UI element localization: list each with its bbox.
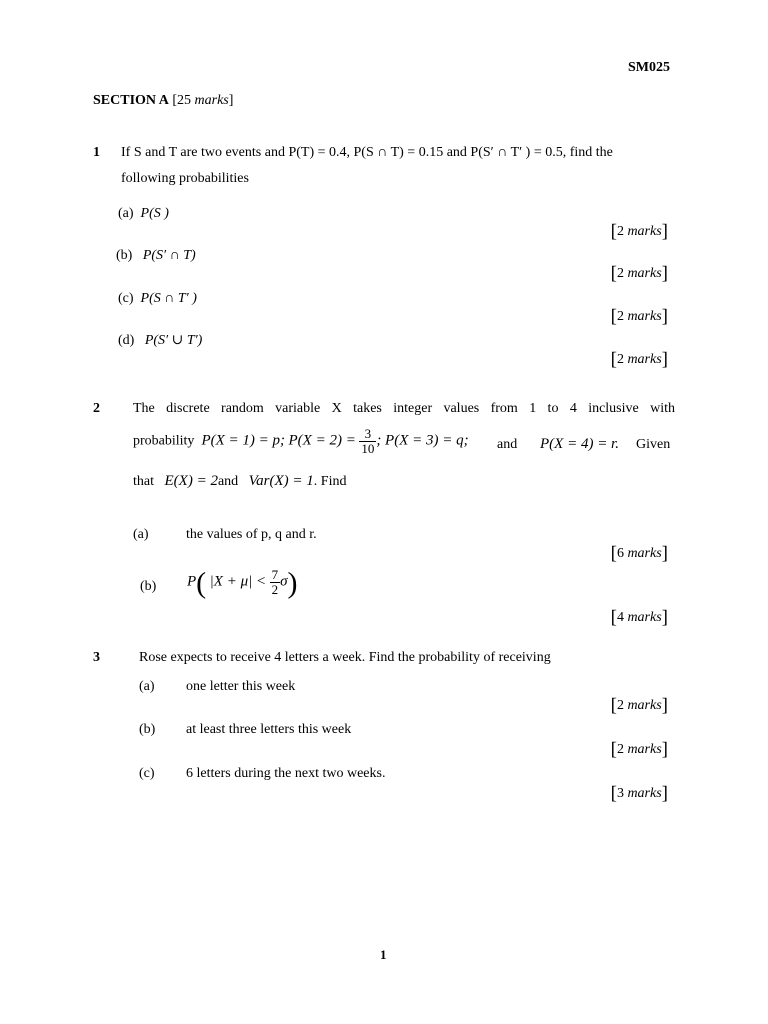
q2-part-b-marks: [4 marks] (610, 607, 668, 628)
q1-part-c-marks: [2 marks] (610, 306, 668, 327)
marks-word: marks (627, 546, 662, 561)
fraction-denominator: 10 (361, 440, 375, 456)
expectation: E(X) = 2 (164, 473, 218, 489)
q3-part-b-text: at least three letters this week (186, 722, 352, 737)
marks-word: marks (627, 266, 662, 281)
question-3-intro: Rose expects to receive 4 letters a week. Find the probability of receiving (139, 650, 551, 665)
p-x-3: ; P(X = 3) = q; (376, 432, 469, 449)
fraction-numerator: 7 (271, 567, 279, 582)
q3-part-b-label: (b) (139, 722, 156, 737)
section-title: SECTION A (93, 93, 169, 108)
probability-word: probability (133, 433, 195, 449)
marks-word: marks (627, 786, 662, 801)
sigma-symbol: σ (280, 573, 288, 590)
marks-value: 6 (616, 546, 624, 561)
p-x-4: P(X = 4) = r. (540, 436, 619, 452)
p-x-2: P(X = 2) = (288, 432, 356, 449)
part-expression: P(S ) (140, 206, 169, 221)
marks-value: 3 (616, 786, 624, 801)
q3-part-a-marks: [2 marks] (610, 695, 668, 716)
question-1-number: 1 (93, 145, 100, 160)
marks-value: 2 (616, 266, 624, 281)
that-word: that (133, 474, 154, 489)
close-brace: ) (287, 566, 298, 600)
marks-word: marks (627, 610, 662, 625)
p-x-1: P(X = 1) = p; (201, 432, 285, 449)
marks-word: marks (627, 352, 662, 367)
q1-part-d-marks: [2 marks] (610, 349, 668, 370)
part-label: (d) (118, 333, 135, 348)
q3-part-c-marks: [3 marks] (610, 783, 668, 804)
find-word: . Find (313, 474, 347, 489)
q3-part-a-text: one letter this week (186, 679, 296, 694)
expr-p: P (187, 573, 197, 590)
part-expression: P(S′ ∪ T′) (144, 333, 203, 348)
part-expression: P(S′ ∩ T) (142, 248, 196, 263)
variance: Var(X) = 1 (248, 473, 314, 489)
question-2-line3 (133, 473, 346, 490)
q2-part-a-marks: [6 marks] (610, 543, 668, 564)
part-expression: P(S ∩ T′ ) (140, 291, 197, 306)
q2-part-b-label: (b) (140, 579, 157, 594)
q2-part-a-label: (a) (133, 527, 149, 542)
marks-value: 2 (616, 352, 624, 367)
given-word: Given (636, 437, 671, 452)
fraction-7-2 (270, 568, 281, 596)
question-2-line2 (133, 427, 469, 455)
marks-value: 2 (616, 224, 624, 239)
q3-part-b-marks: [2 marks] (610, 739, 668, 760)
open-brace: ( (196, 566, 207, 600)
question-2-line1: The discrete random variable X takes integer values from 1 to 4 inclusive with (133, 401, 675, 416)
q1-part-a (118, 206, 169, 222)
marks-value: 2 (616, 742, 624, 757)
q2-part-b-expression (187, 568, 298, 598)
and-word: and (497, 437, 518, 452)
q2-part-a-text: the values of p, q and r. (186, 527, 317, 542)
paper-code: SM025 (628, 60, 670, 75)
question-2-number: 2 (93, 401, 100, 416)
marks-value: 2 (616, 698, 624, 713)
q3-part-c-label: (c) (139, 766, 155, 781)
q3-part-a-label: (a) (139, 679, 155, 694)
part-label: (c) (118, 291, 134, 306)
section-marks-word: marks (194, 93, 229, 108)
section-marks-open: [25 (172, 93, 195, 108)
marks-word: marks (627, 309, 662, 324)
section-marks-close: ] (228, 93, 234, 108)
fraction-3-10 (359, 427, 376, 455)
part-label: (a) (118, 206, 134, 221)
q1-part-b (116, 248, 196, 264)
marks-value: 4 (616, 610, 624, 625)
and-word-2: and (217, 474, 239, 489)
question-1-line2: following probabilities (121, 171, 249, 186)
marks-word: marks (627, 224, 662, 239)
q1-part-d (118, 333, 202, 349)
question-1-line1: If S and T are two events and P(T) = 0.4, P(S ∩ T) = 0.15 and P(S′ ∩ T′ ) = 0.5, find the (121, 145, 613, 160)
fraction-denominator: 2 (271, 581, 279, 597)
part-label: (b) (116, 248, 133, 263)
marks-word: marks (627, 742, 662, 757)
marks-word: marks (627, 698, 662, 713)
expr-inner: |X + μ| < (209, 573, 267, 590)
q1-part-c (118, 291, 197, 307)
fraction-numerator: 3 (359, 427, 376, 442)
section-heading (93, 93, 233, 109)
question-3-number: 3 (93, 650, 100, 665)
page-number: 1 (380, 947, 387, 962)
q1-part-b-marks: [2 marks] (610, 263, 668, 284)
q3-part-c-text: 6 letters during the next two weeks. (186, 766, 386, 781)
q1-part-a-marks: [2 marks] (610, 221, 668, 242)
marks-value: 2 (616, 309, 624, 324)
